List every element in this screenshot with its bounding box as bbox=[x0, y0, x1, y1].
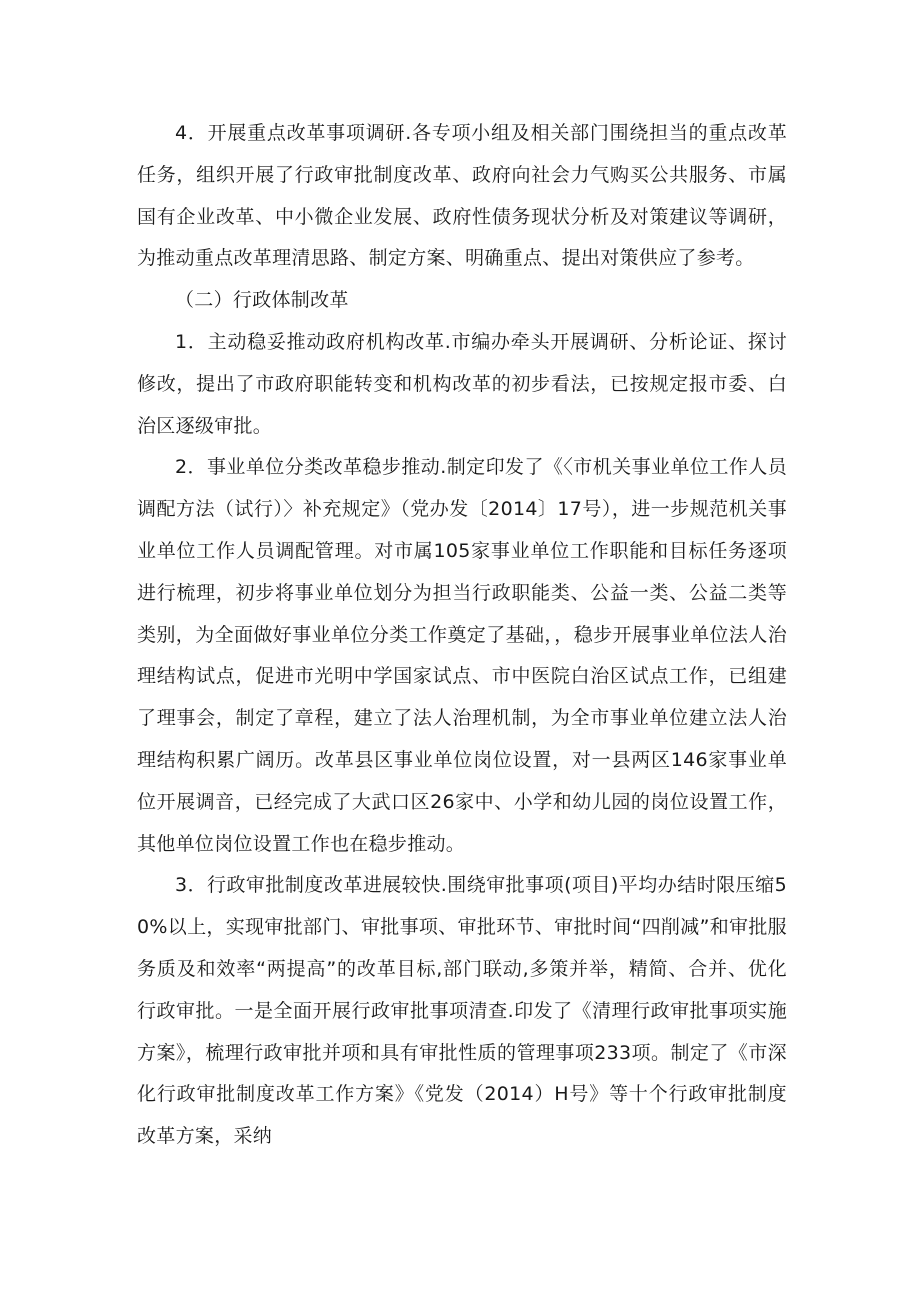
paragraph-research: 4．开展重点改革事项调研.各专项小组及相关部门围绕担当的重点改革任务，组织开展了行政审批制度改革、政府向社会力气购买公共服务、市属国有企业改革、中小微企业发展、政府性债务现状分析及对策建议等调研，为推动重点改革理清思路、制定方案、明确重点、提出对策供应了参考。 bbox=[137, 122, 787, 270]
section-heading: （二）行政体制改革 bbox=[175, 289, 349, 312]
paragraph-gov-institutions: 1．主动稳妥推动政府机构改革.市编办牵头开展调研、分析论证、探讨修改，提出了市政府职能转变和机构改革的初步看法，已按规定报市委、白治区逐级审批。 bbox=[137, 330, 787, 437]
document-body bbox=[137, 113, 787, 1158]
paragraph-public-institutions: 2．事业单位分类改革稳步推动.制定印发了《〈市机关事业单位工作人员调配方法（试行）〉补充规定》（党办发〔2014〕17号），进一步规范机关事业单位工作人员调配管理。对市属105家事业单位工作职能和目标任务逐项进行梳理，初步将事业单位划分为担当行政职能类、公益一类、公益二类等类别，为全面做好事业单位分类工作奠定了基础，，稳步开展事业单位法人治理结构试点，促进市光明中学国家试点、市中医院白治区试点工作，已组建了理事会，制定了章程，建立了法人治理机制，为全市事业单位建立法人治理结构积累广阔历。改革县区事业单位岗位设置，对一县两区146家事业单位开展调音，已经完成了大武口区26家中、小学和幼儿园的岗位设置工作，其他单位岗位设置工作也在稳步推动。 bbox=[137, 456, 787, 855]
paragraph-admin-approval: 3．行政审批制度改革进展较快.围绕审批事项(项目)平均办结时限压缩50%以上，实现审批部门、审批事项、审批环节、审批时间“四削减”和审批服务质及和效率“两提高”的改革目标,部门联动,多策并举，精简、合并、优化行政审批。一是全面开展行政审批事项清查.印发了《清理行政审批事项实施方案》，梳理行政审批并项和具有审批性质的管理事项233项。制定了《市深化行政审批制度改革工作方案》《党发（2014）H号》等十个行政审批制度改革方案，采纳 bbox=[137, 874, 787, 1148]
